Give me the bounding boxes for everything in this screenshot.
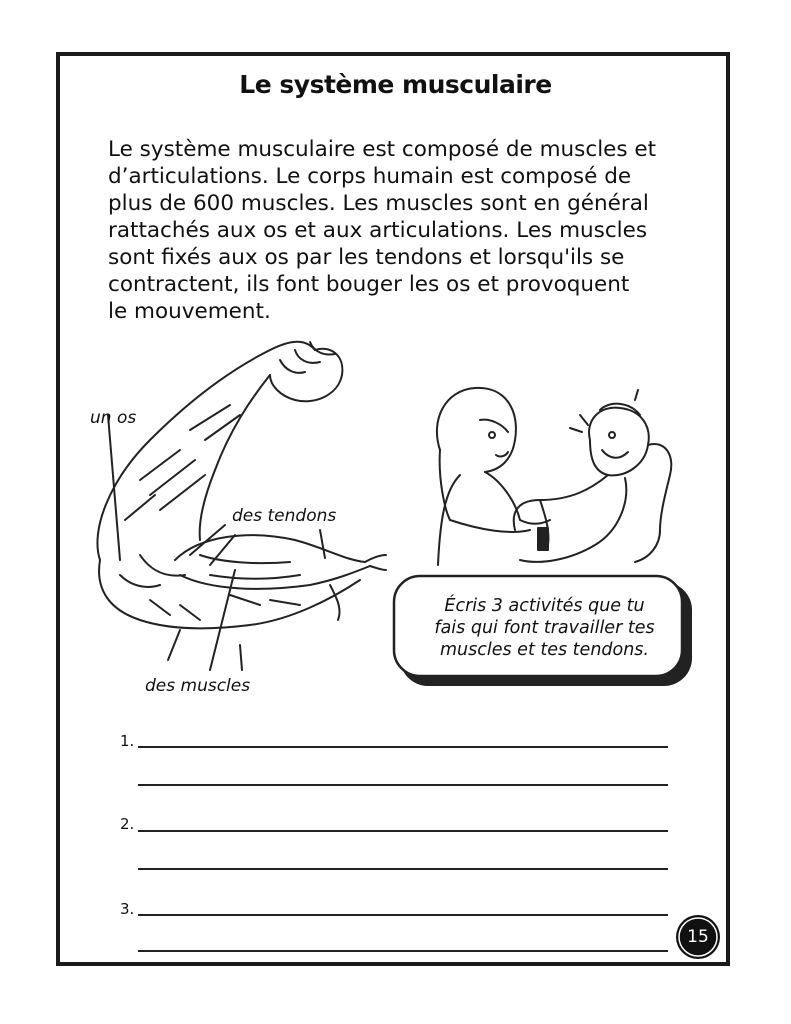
intro-line: contractent, ils font bouger les os et provoquent xyxy=(108,272,630,297)
intro-line: le mouvement. xyxy=(108,299,271,324)
answer-line-1a[interactable] xyxy=(138,746,668,748)
muscles-label: des muscles xyxy=(145,676,251,696)
answer-number-3: 3. xyxy=(120,900,135,918)
answer-line-2b[interactable] xyxy=(138,868,668,870)
answer-number-1: 1. xyxy=(120,732,135,750)
answer-number-2: 2. xyxy=(120,815,135,833)
page-title: Le système musculaire xyxy=(239,70,552,99)
intro-line: rattachés aux os et aux articulations. Les muscles xyxy=(108,218,648,243)
intro-line: sont fixés aux os par les tendons et lorsqu'ils se xyxy=(108,245,625,270)
bubble-line: muscles et tes tendons. xyxy=(440,640,649,660)
answer-line-3b[interactable] xyxy=(138,950,668,952)
answer-line-3a[interactable] xyxy=(138,914,668,916)
bubble-line: fais qui font travailler tes xyxy=(434,618,655,638)
children-exercise-illustration xyxy=(420,380,690,580)
bone-label: un os xyxy=(90,408,137,428)
answer-line-1b[interactable] xyxy=(138,784,668,786)
intro-paragraph xyxy=(108,136,698,325)
bubble-instruction xyxy=(402,595,687,661)
answer-line-2a[interactable] xyxy=(138,830,668,832)
tendons-label: des tendons xyxy=(232,506,337,526)
intro-line: Le système musculaire est composé de muscles et xyxy=(108,137,657,162)
intro-line: d’articulations. Le corps humain est composé de xyxy=(108,164,632,189)
intro-line: plus de 600 muscles. Les muscles sont en général xyxy=(108,191,649,216)
bubble-line: Écris 3 activités que tu xyxy=(444,596,645,616)
page-number: 15 xyxy=(687,927,709,947)
